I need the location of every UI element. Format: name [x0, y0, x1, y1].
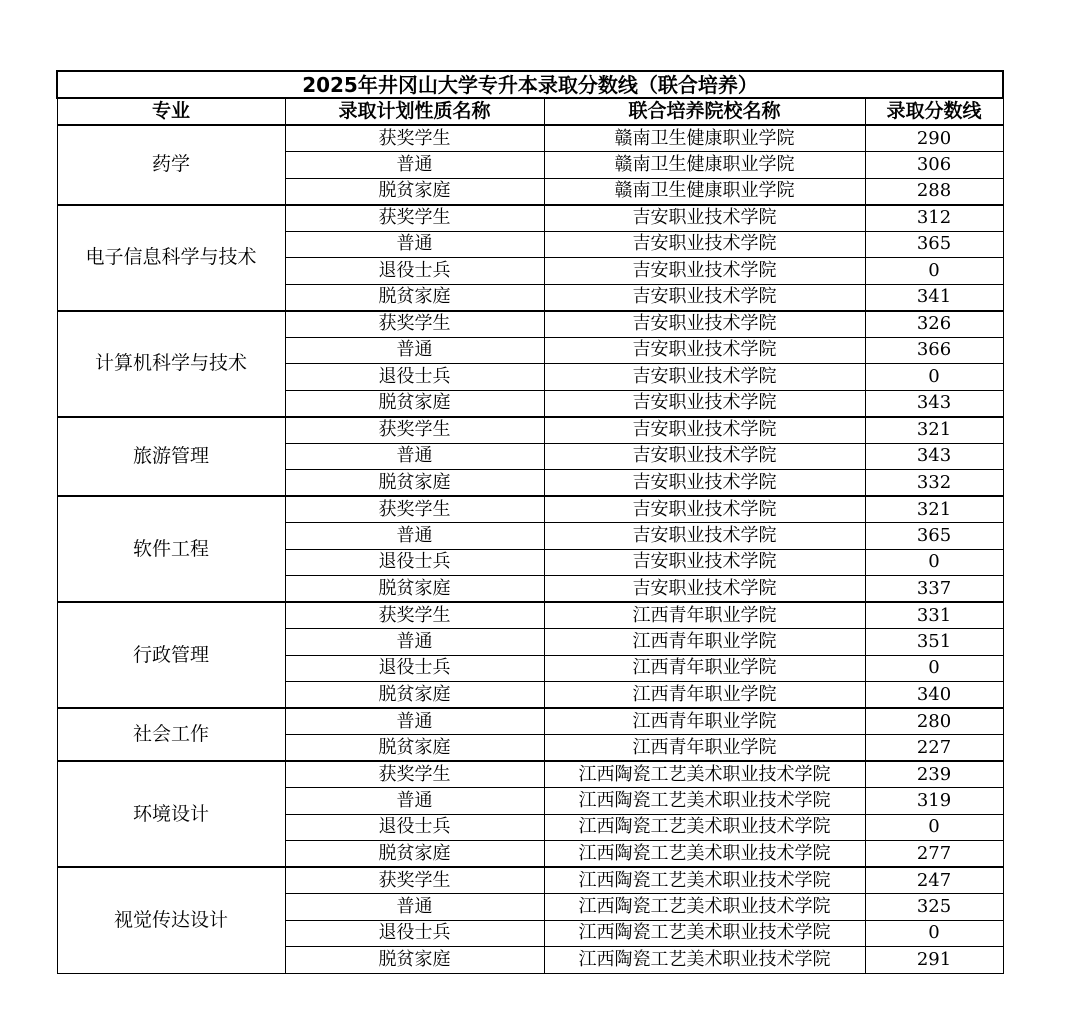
- major-cell: 计算机科学与技术: [57, 311, 285, 417]
- partner-school-cell: 吉安职业技术学院: [544, 364, 865, 391]
- partner-school-cell: 江西陶瓷工艺美术职业技术学院: [544, 867, 865, 894]
- partner-school-cell: 吉安职业技术学院: [544, 337, 865, 364]
- plan-type-cell: 获奖学生: [285, 761, 544, 788]
- major-cell: 视觉传达设计: [57, 867, 285, 973]
- plan-type-cell: 普通: [285, 523, 544, 550]
- score-cell: 341: [865, 284, 1003, 311]
- plan-type-cell: 获奖学生: [285, 867, 544, 894]
- table-row: [57, 602, 1003, 629]
- header-row: [57, 98, 1003, 125]
- table-row: [57, 761, 1003, 788]
- plan-type-cell: 退役士兵: [285, 549, 544, 576]
- plan-type-cell: 普通: [285, 894, 544, 921]
- score-cell: 290: [865, 125, 1003, 152]
- score-cell: 321: [865, 496, 1003, 523]
- partner-school-cell: 吉安职业技术学院: [544, 311, 865, 338]
- partner-school-cell: 赣南卫生健康职业学院: [544, 125, 865, 152]
- score-cell: 0: [865, 364, 1003, 391]
- header-score: 录取分数线: [865, 98, 1003, 125]
- plan-type-cell: 退役士兵: [285, 655, 544, 682]
- plan-type-cell: 普通: [285, 788, 544, 815]
- plan-type-cell: 脱贫家庭: [285, 947, 544, 974]
- plan-type-cell: 脱贫家庭: [285, 735, 544, 762]
- partner-school-cell: 江西陶瓷工艺美术职业技术学院: [544, 894, 865, 921]
- partner-school-cell: 江西青年职业学院: [544, 602, 865, 629]
- title-row: [57, 71, 1003, 98]
- plan-type-cell: 普通: [285, 708, 544, 735]
- score-cell: 0: [865, 258, 1003, 285]
- table-row: [57, 205, 1003, 232]
- score-cell: 343: [865, 390, 1003, 417]
- score-cell: 247: [865, 867, 1003, 894]
- partner-school-cell: 吉安职业技术学院: [544, 205, 865, 232]
- partner-school-cell: 吉安职业技术学院: [544, 284, 865, 311]
- partner-school-cell: 江西青年职业学院: [544, 682, 865, 709]
- partner-school-cell: 江西青年职业学院: [544, 655, 865, 682]
- partner-school-cell: 江西陶瓷工艺美术职业技术学院: [544, 814, 865, 841]
- partner-school-cell: 吉安职业技术学院: [544, 523, 865, 550]
- plan-type-cell: 脱贫家庭: [285, 841, 544, 868]
- plan-type-cell: 退役士兵: [285, 364, 544, 391]
- plan-type-cell: 退役士兵: [285, 814, 544, 841]
- major-cell: 电子信息科学与技术: [57, 205, 285, 311]
- header-partner-school: 联合培养院校名称: [544, 98, 865, 125]
- score-cell: 0: [865, 814, 1003, 841]
- plan-type-cell: 普通: [285, 443, 544, 470]
- partner-school-cell: 吉安职业技术学院: [544, 470, 865, 497]
- table-row: [57, 708, 1003, 735]
- table-row: [57, 125, 1003, 152]
- score-cell: 331: [865, 602, 1003, 629]
- partner-school-cell: 江西青年职业学院: [544, 708, 865, 735]
- plan-type-cell: 获奖学生: [285, 311, 544, 338]
- table-row: [57, 867, 1003, 894]
- score-cell: 319: [865, 788, 1003, 815]
- table-row: [57, 417, 1003, 444]
- score-cell: 277: [865, 841, 1003, 868]
- partner-school-cell: 吉安职业技术学院: [544, 390, 865, 417]
- score-cell: 365: [865, 231, 1003, 258]
- partner-school-cell: 江西陶瓷工艺美术职业技术学院: [544, 920, 865, 947]
- plan-type-cell: 普通: [285, 152, 544, 179]
- score-cell: 343: [865, 443, 1003, 470]
- partner-school-cell: 江西青年职业学院: [544, 735, 865, 762]
- major-cell: 软件工程: [57, 496, 285, 602]
- score-cell: 280: [865, 708, 1003, 735]
- table-row: [57, 311, 1003, 338]
- partner-school-cell: 吉安职业技术学院: [544, 443, 865, 470]
- score-cell: 325: [865, 894, 1003, 921]
- partner-school-cell: 赣南卫生健康职业学院: [544, 152, 865, 179]
- partner-school-cell: 吉安职业技术学院: [544, 417, 865, 444]
- score-cell: 366: [865, 337, 1003, 364]
- major-cell: 行政管理: [57, 602, 285, 708]
- plan-type-cell: 脱贫家庭: [285, 470, 544, 497]
- score-cell: 332: [865, 470, 1003, 497]
- plan-type-cell: 获奖学生: [285, 602, 544, 629]
- plan-type-cell: 退役士兵: [285, 258, 544, 285]
- score-cell: 288: [865, 178, 1003, 205]
- plan-type-cell: 普通: [285, 231, 544, 258]
- partner-school-cell: 江西陶瓷工艺美术职业技术学院: [544, 841, 865, 868]
- partner-school-cell: 赣南卫生健康职业学院: [544, 178, 865, 205]
- admission-score-table: [56, 70, 1004, 974]
- major-cell: 社会工作: [57, 708, 285, 761]
- partner-school-cell: 江西陶瓷工艺美术职业技术学院: [544, 761, 865, 788]
- plan-type-cell: 退役士兵: [285, 920, 544, 947]
- partner-school-cell: 江西陶瓷工艺美术职业技术学院: [544, 947, 865, 974]
- major-cell: 环境设计: [57, 761, 285, 867]
- plan-type-cell: 获奖学生: [285, 125, 544, 152]
- score-cell: 227: [865, 735, 1003, 762]
- partner-school-cell: 江西陶瓷工艺美术职业技术学院: [544, 788, 865, 815]
- plan-type-cell: 脱贫家庭: [285, 390, 544, 417]
- score-cell: 291: [865, 947, 1003, 974]
- score-cell: 306: [865, 152, 1003, 179]
- table-body: [57, 125, 1003, 973]
- plan-type-cell: 获奖学生: [285, 417, 544, 444]
- score-cell: 351: [865, 629, 1003, 656]
- score-cell: 0: [865, 549, 1003, 576]
- score-cell: 0: [865, 655, 1003, 682]
- partner-school-cell: 吉安职业技术学院: [544, 496, 865, 523]
- plan-type-cell: 获奖学生: [285, 496, 544, 523]
- partner-school-cell: 吉安职业技术学院: [544, 231, 865, 258]
- partner-school-cell: 江西青年职业学院: [544, 629, 865, 656]
- partner-school-cell: 吉安职业技术学院: [544, 576, 865, 603]
- score-cell: 365: [865, 523, 1003, 550]
- score-cell: 239: [865, 761, 1003, 788]
- score-cell: 321: [865, 417, 1003, 444]
- score-cell: 312: [865, 205, 1003, 232]
- table-row: [57, 496, 1003, 523]
- table-title: 2025年井冈山大学专升本录取分数线（联合培养）: [57, 71, 1003, 98]
- header-major: 专业: [57, 98, 285, 125]
- score-cell: 340: [865, 682, 1003, 709]
- plan-type-cell: 普通: [285, 337, 544, 364]
- major-cell: 药学: [57, 125, 285, 205]
- plan-type-cell: 脱贫家庭: [285, 682, 544, 709]
- score-cell: 326: [865, 311, 1003, 338]
- major-cell: 旅游管理: [57, 417, 285, 497]
- plan-type-cell: 脱贫家庭: [285, 576, 544, 603]
- score-cell: 0: [865, 920, 1003, 947]
- header-plan-type: 录取计划性质名称: [285, 98, 544, 125]
- partner-school-cell: 吉安职业技术学院: [544, 258, 865, 285]
- plan-type-cell: 获奖学生: [285, 205, 544, 232]
- plan-type-cell: 脱贫家庭: [285, 284, 544, 311]
- partner-school-cell: 吉安职业技术学院: [544, 549, 865, 576]
- plan-type-cell: 普通: [285, 629, 544, 656]
- score-cell: 337: [865, 576, 1003, 603]
- plan-type-cell: 脱贫家庭: [285, 178, 544, 205]
